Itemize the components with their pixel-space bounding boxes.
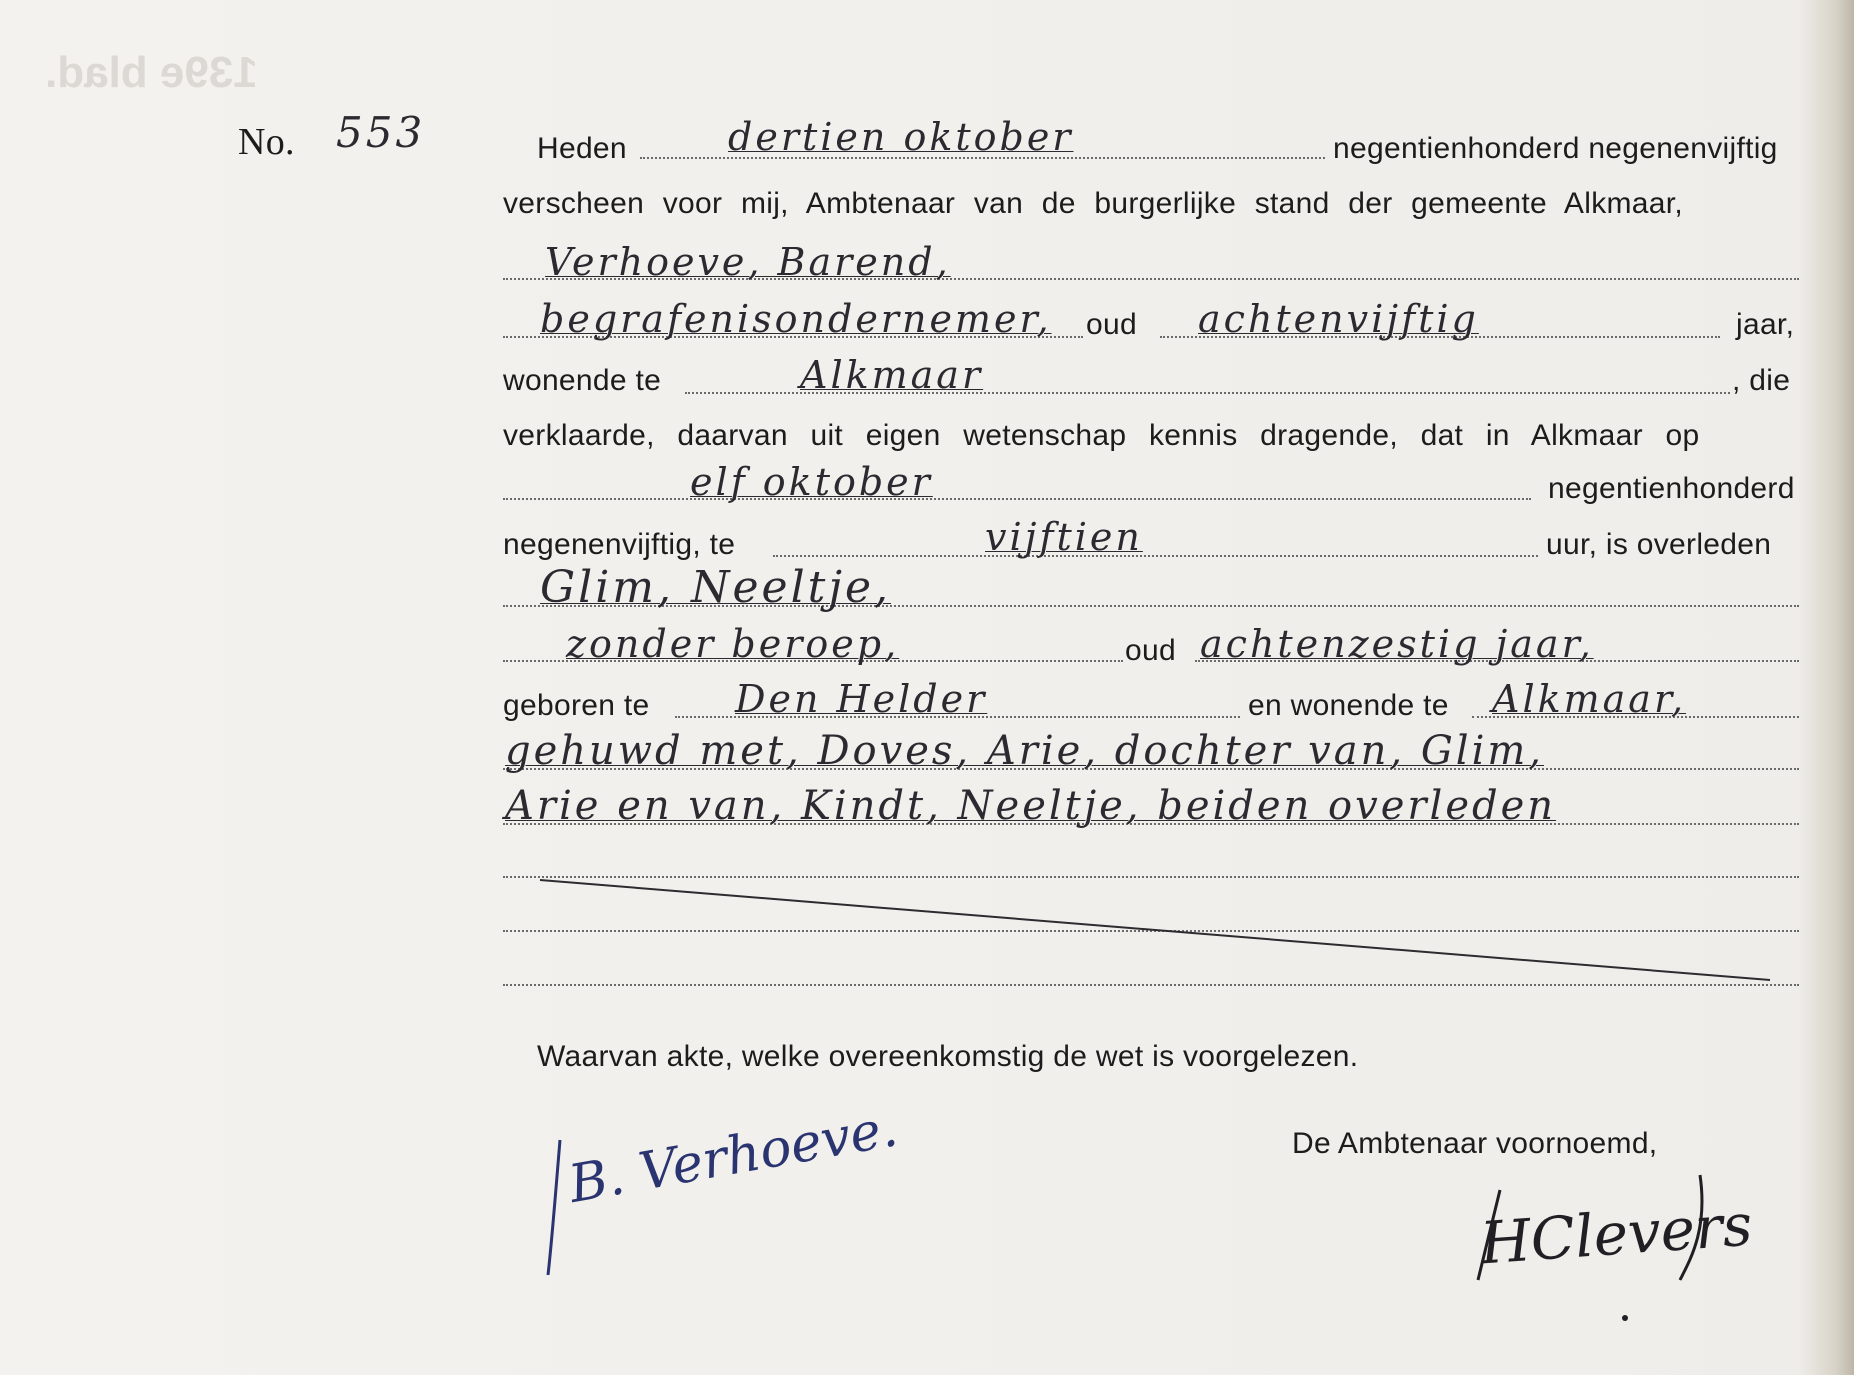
death-year-label: negentienhonderd: [1548, 472, 1795, 505]
oud-label-2: oud: [1125, 634, 1176, 667]
official-signature: HClevers: [1477, 1190, 1755, 1278]
deceased-name: Glim, Neeltje,: [540, 562, 891, 613]
registration-date: dertien oktober: [728, 115, 1074, 159]
appearance-statement: verscheen voor mij, Ambtenaar van de burgerlijke stand der gemeente Alkmaar,: [503, 187, 1684, 220]
heden-label: Heden: [537, 132, 627, 165]
official-title: De Ambtenaar voornoemd,: [1292, 1127, 1658, 1160]
bleedthrough-leaf-number: 139e blad.: [45, 48, 258, 97]
registration-year: negentienhonderd negenenvijftig: [1333, 132, 1778, 165]
record-number-label: No.: [238, 121, 295, 163]
deceased-age: achtenzestig jaar,: [1200, 622, 1594, 666]
death-date: elf oktober: [690, 460, 933, 504]
oud-label-1: oud: [1086, 308, 1137, 341]
geboren-te-label: geboren te: [503, 689, 650, 722]
en-wonende-te-label: en wonende te: [1248, 689, 1449, 722]
declarant-name: Verhoeve, Barend,: [545, 240, 951, 284]
marital-status: gehuwd met, Doves, Arie, dochter van, Glim,: [505, 728, 1544, 774]
record-number: 553: [336, 108, 426, 157]
death-hour: vijftien: [985, 515, 1143, 559]
deceased-occupation: zonder beroep,: [566, 622, 900, 666]
declarant-residence: Alkmaar: [800, 353, 984, 397]
jaar-label-1: jaar,: [1736, 308, 1795, 341]
wonende-te-label: wonende te: [503, 364, 662, 397]
declarant-signature: B. Verhoeve.: [564, 1098, 902, 1215]
declaration-statement: verklaarde, daarvan uit eigen wetenschap kennis dragende, dat in Alkmaar op: [503, 419, 1700, 452]
birthplace: Den Helder: [735, 677, 988, 721]
declarant-occupation: begrafenisondernemer,: [540, 297, 1052, 341]
death-year-label-2: negenenvijftig, te: [503, 528, 736, 561]
closing-statement: Waarvan akte, welke overeenkomstig de wet is voorgelezen.: [537, 1040, 1359, 1073]
declarant-age: achtenvijftig: [1198, 297, 1479, 341]
uur-label: uur, is overleden: [1546, 528, 1772, 561]
deceased-residence: Alkmaar,: [1492, 677, 1687, 721]
die-label: , die: [1732, 364, 1791, 397]
parents: Arie en van, Kindt, Neeltje, beiden overleden: [505, 783, 1557, 829]
